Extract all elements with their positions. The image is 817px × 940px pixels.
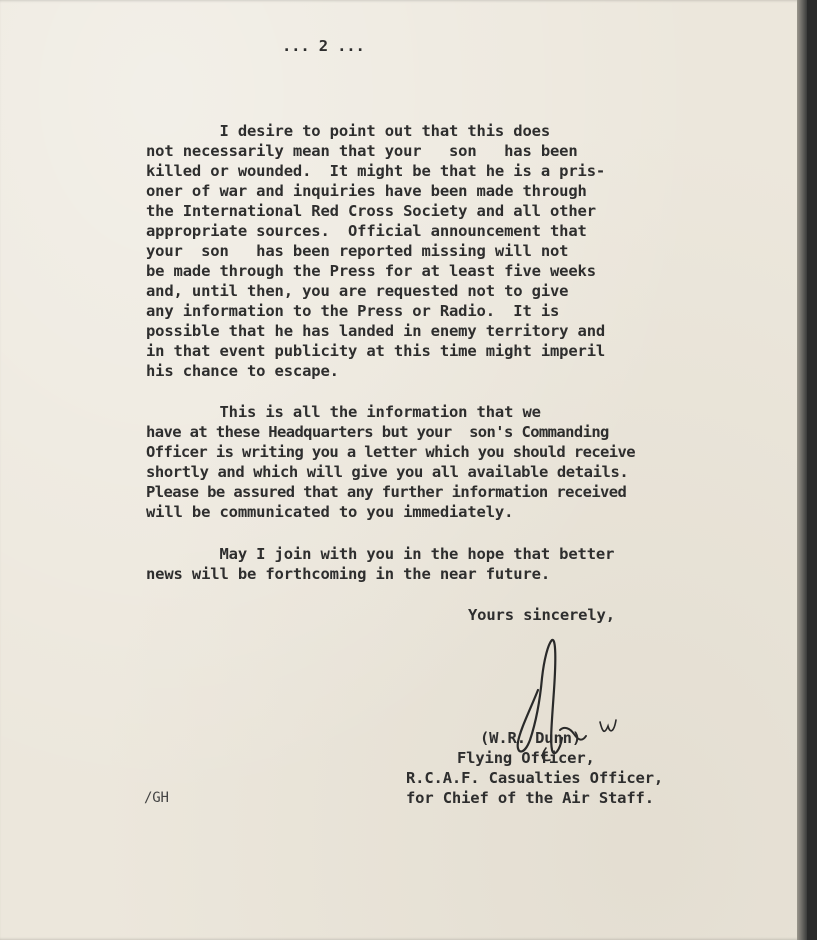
paragraph-1-line: and, until then, you are requested not to give xyxy=(146,282,569,300)
typist-reference: /GH xyxy=(144,790,169,806)
signatory-rank: Flying Officer, xyxy=(457,749,595,767)
paragraph-1-line: not necessarily mean that your son has been xyxy=(146,142,578,160)
paragraph-1-line: appropriate sources. Official announcement that xyxy=(146,222,587,240)
paragraph-2-line: Officer is writing you a letter which you should receive xyxy=(146,443,635,461)
signatory-on-behalf: for Chief of the Air Staff. xyxy=(406,789,654,807)
page-marker: ... 2 ... xyxy=(282,37,365,55)
paragraph-1-line: be made through the Press for at least five weeks xyxy=(146,262,596,280)
paragraph-2-line: shortly and which will give you all available details. xyxy=(146,463,629,481)
paragraph-2-line: will be communicated to you immediately. xyxy=(146,503,514,521)
paragraph-3-line: news will be forthcoming in the near future. xyxy=(146,565,550,583)
paragraph-1-line: I desire to point out that this does xyxy=(146,122,550,140)
paragraph-1-line: his chance to escape. xyxy=(146,362,339,380)
paragraph-1-line: killed or wounded. It might be that he is a pris- xyxy=(146,162,606,180)
page-edge-shadow xyxy=(797,0,807,940)
paragraph-1-line: oner of war and inquiries have been made through xyxy=(146,182,587,200)
paragraph-1-line: in that event publicity at this time might imperil xyxy=(146,342,606,360)
paragraph-3-line: May I join with you in the hope that better xyxy=(146,545,615,563)
closing-salutation: Yours sincerely, xyxy=(468,606,615,624)
paragraph-2-line: Please be assured that any further information received xyxy=(146,483,627,501)
signatory-name: (W.R. Dunn) xyxy=(480,729,581,747)
paragraph-1-line: possible that he has landed in enemy territory and xyxy=(146,322,606,340)
paragraph-2-line: have at these Headquarters but your son's Commanding xyxy=(146,423,609,441)
paragraph-1-line: your son has been reported missing will not xyxy=(146,242,569,260)
paragraph-1-line: the International Red Cross Society and all other xyxy=(146,202,596,220)
paragraph-2-line: This is all the information that we xyxy=(146,403,541,421)
paragraph-1-line: any information to the Press or Radio. It is xyxy=(146,302,560,320)
signatory-title: R.C.A.F. Casualties Officer, xyxy=(406,769,664,787)
